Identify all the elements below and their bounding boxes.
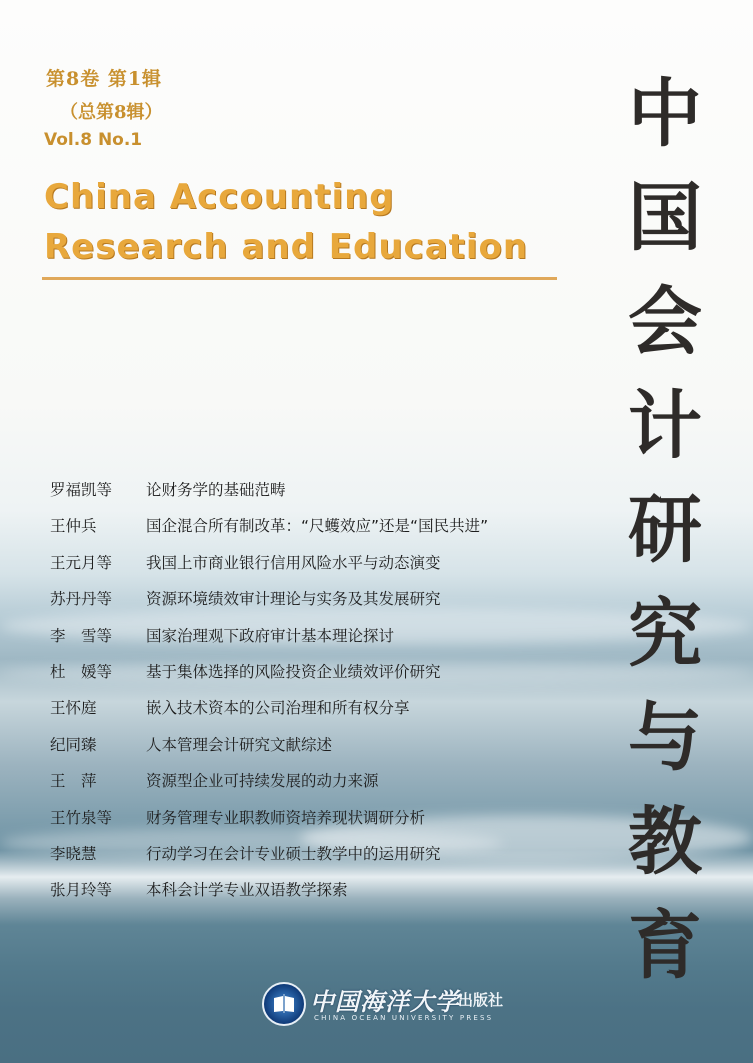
title-char: 中 [628, 71, 702, 157]
publisher-name-cn: 中国海洋大学 [310, 987, 460, 1016]
toc-author: 王仲兵 [50, 517, 97, 536]
toc-article-title: 财务管理专业职教师资培养现状调研分析 [146, 808, 426, 827]
toc-author: 罗福凯等 [50, 481, 113, 499]
toc-article-title: 国家治理观下政府审计基本理论探讨 [146, 626, 395, 645]
toc-author: 王怀庭 [50, 699, 97, 718]
title-divider [42, 277, 557, 280]
table-of-contents [46, 478, 606, 915]
toc-entry [46, 514, 606, 550]
toc-article-title: 人本管理会计研究文献综述 [146, 735, 333, 754]
english-title [44, 172, 528, 272]
toc-article-title: 资源型企业可持续发展的动力来源 [146, 772, 379, 791]
toc-author: 王元月等 [50, 553, 113, 572]
toc-article-title: 行动学习在会计专业硕士教学中的运用研究 [146, 844, 441, 863]
toc-article-title: 国企混合所有制改革：“尺蠖效应”还是“国民共进” [146, 517, 489, 536]
toc-entry [46, 806, 606, 842]
title-char: 与 [628, 695, 702, 781]
toc-author: 王竹泉等 [50, 808, 113, 827]
toc-entry [46, 842, 606, 878]
toc-author: 张月玲等 [50, 881, 113, 900]
toc-author: 纪同臻 [50, 735, 97, 754]
title-char: 育 [628, 903, 702, 989]
toc-entry [46, 878, 606, 914]
english-title-line1: China Accounting [44, 177, 395, 217]
toc-entry [46, 551, 606, 587]
publisher-logo [262, 980, 512, 1030]
toc-author: 苏丹丹等 [50, 590, 113, 609]
toc-entry [46, 660, 606, 696]
toc-article-title: 本科会计学专业双语教学探索 [146, 881, 348, 900]
title-char: 国 [628, 175, 702, 261]
issue-total-cn: （总第8辑） [60, 102, 163, 123]
toc-author: 李晓慧 [50, 844, 97, 863]
toc-entry [46, 624, 606, 660]
english-title-line2: Research and Education [44, 227, 529, 267]
toc-entry [46, 478, 606, 514]
toc-article-title: 我国上市商业银行信用风险水平与动态演变 [146, 553, 441, 572]
publisher-name-en: CHINA OCEAN UNIVERSITY PRESS [314, 1014, 494, 1022]
issue-volume-en: Vol.8 No.1 [44, 130, 143, 150]
toc-entry [46, 696, 606, 732]
title-char: 教 [628, 799, 702, 885]
chinese-title-vertical [610, 62, 720, 998]
toc-article-title: 基于集体选择的风险投资企业绩效评价研究 [146, 662, 441, 681]
book-emblem-icon [262, 982, 306, 1026]
toc-author: 李 雪等 [50, 626, 113, 645]
title-char: 究 [628, 591, 702, 677]
toc-article-title: 论财务学的基础范畴 [146, 481, 286, 499]
publisher-suffix-cn: 出版社 [458, 991, 504, 1009]
toc-entry [46, 769, 606, 805]
toc-article-title: 嵌入技术资本的公司治理和所有权分享 [146, 699, 410, 718]
title-char: 会 [628, 279, 702, 365]
toc-author: 杜 媛等 [50, 662, 113, 681]
toc-author: 王 萍 [50, 772, 97, 791]
toc-entry [46, 733, 606, 769]
title-char: 计 [628, 383, 702, 469]
toc-entry [46, 587, 606, 623]
toc-article-title: 资源环境绩效审计理论与实务及其发展研究 [146, 590, 441, 609]
book-icon-glyph [272, 994, 296, 1014]
title-char: 研 [628, 487, 702, 573]
issue-volume-cn: 第8卷 第1辑 [46, 68, 163, 90]
